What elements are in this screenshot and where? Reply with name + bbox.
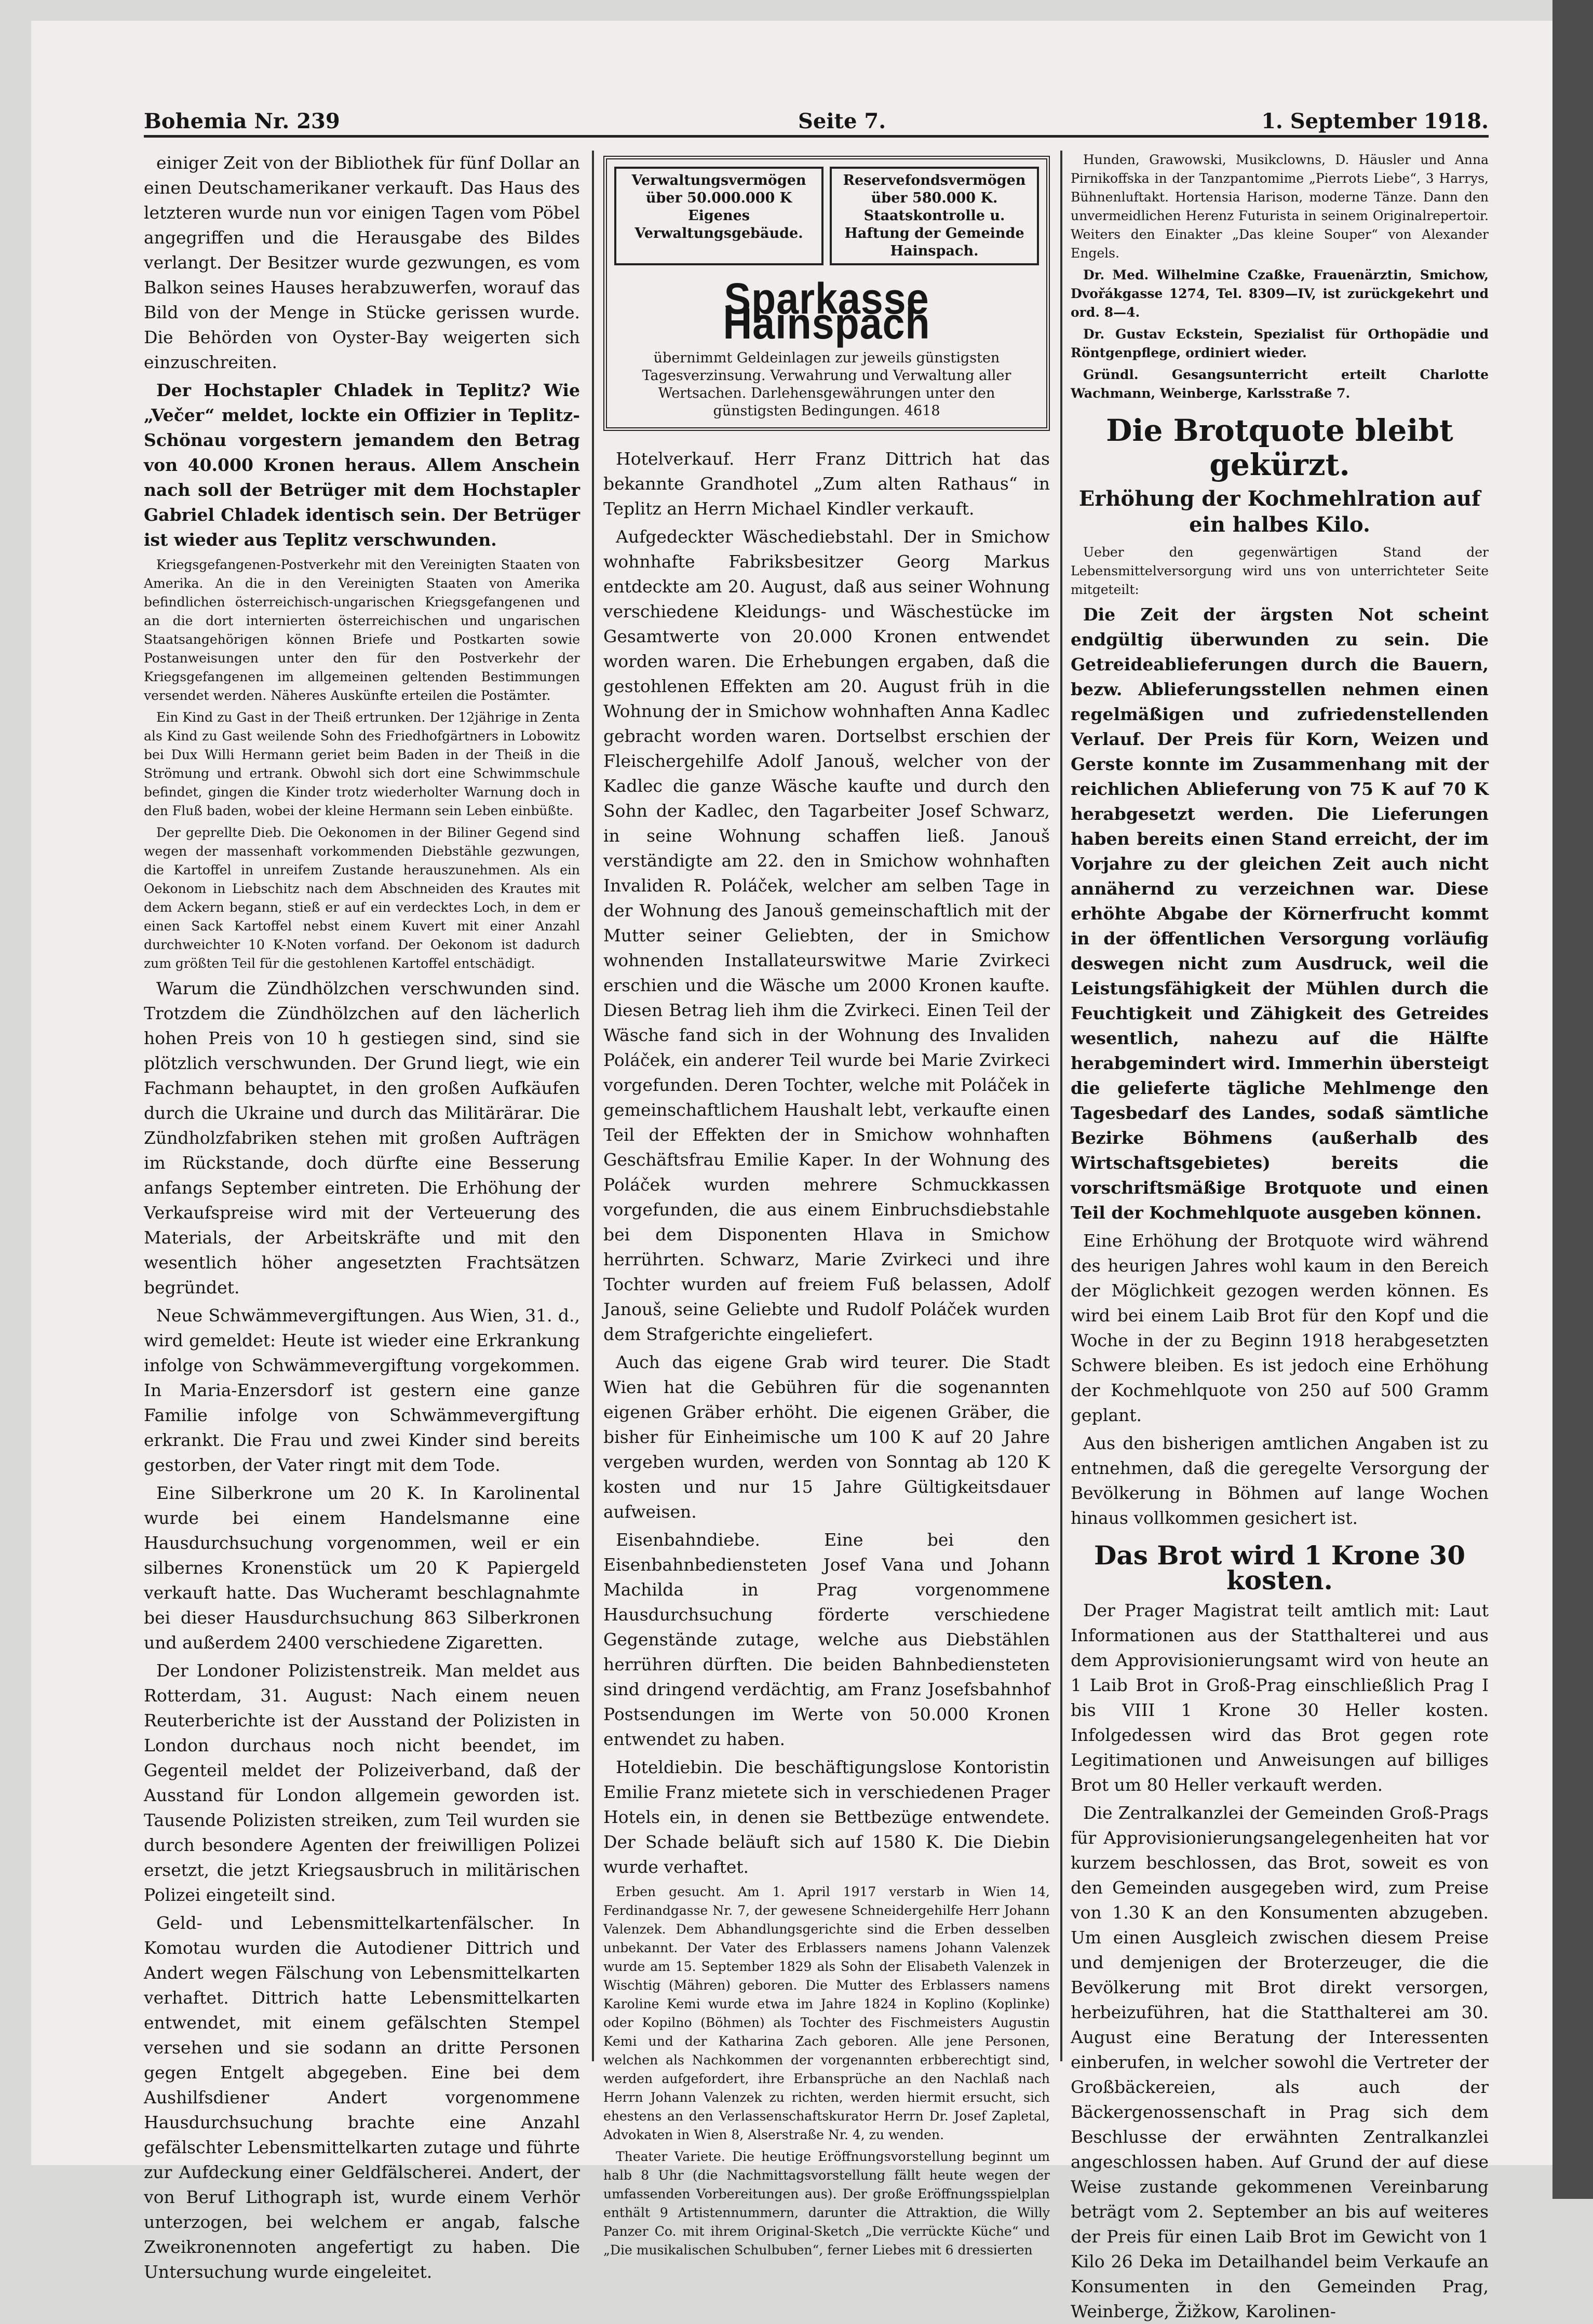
column-2 [603,151,1050,2258]
article-paragraph: Eine Silberkrone um 20 K. In Karolinental wurde bei einem Handelsmanne eine Hausdurchsuchung vorgenommen, weil er ein silbernes Kronenstück um 20 K Papiergeld verkauft hatte. Das Wucheramt beschlagnahmte bei dieser Hausdurchsuchung 863 Silberkronen und außerdem 2400 verschiedene Zigaretten. [144,1483,580,1653]
article-paragraph: Eine Erhöhung der Brotquote wird während des heurigen Jahres wohl kaum in den Bereich der Möglichkeit gezogen werden können. Es wird bei einem Laib Brot für den Kopf und die Woche in der zu Beginn 1918 herabgesetzten Schwere bleiben. Es ist jedoch eine Erhöhung der Kochmehlquote von 250 auf 500 Gramm geplant. [1071,1231,1489,1425]
article-paragraph: Auch das eigene Grab wird teurer. Die Stadt Wien hat die Gebühren für die sogenannten eigenen Gräber erhöht. Die eigenen Gräber, die bisher für Einheimische um 100 K auf 20 Jahre vergeben wurden, werden von Sonntag ab 120 K kosten und nur 15 Jahre Gültigkeitsdauer aufweisen. [603,1352,1050,1522]
article-paragraph: Aus den bisherigen amtlichen Angaben ist zu entnehmen, daß die geregelte Versorgung der Bevölkerung in Böhmen auf lange Wochen hinaus vollkommen gesichert ist. [1071,1433,1489,1528]
notice-paragraph: Dr. Gustav Eckstein, Spezialist für Orthopädie und Röntgenpflege, ordiniert wieder. [1071,327,1489,360]
ad-title: Sparkasse Hainspach [723,274,930,348]
sparkasse-advertisement [603,156,1050,431]
ad-box-right: Reservefondsvermögen über 580.000 K. Staatskontrolle u. Haftung der Gemeinde Hainspach. [830,167,1039,265]
ad-body: übernimmt Geldeinlagen zur jeweils günstigsten Tagesverzinsung. Verwahrung und Verwaltung aller Wertsachen. Darlehensgewährungen unter den günstigsten Bedingungen. [642,350,1011,419]
article-paragraph: Warum die Zündhölzchen verschwunden sind. Trotzdem die Zündhölzchen auf den lächerlich hohen Preis von 10 h gestiegen sind, sind sie plötzlich verschwunden. Der Grund liegt, wie ein Fachmann behauptet, in den großen Aufkäufen durch die Ukraine und durch das Militärärar. Die Zündholzfabriken stehen mit großen Aufträgen im Rückstande, doch dürfte eine Besserung anfangs September eintreten. Die Erhöhung der Verkaufspreise wird mit der Verteuerung des Materials, der Arbeitskräfte und mit den wesentlich höher angesetzten Frachtsätzen begründet. [144,978,580,1298]
article-paragraph: Eisenbahndiebe. Eine bei den Eisenbahnbediensteten Josef Vana und Johann Machilda in Prag vorgenommene Hausdurchsuchung förderte verschiedene Gegenstände zutage, welche aus Diebstählen herrühren dürften. Die beiden Bahnbediensteten sind dringend verdächtig, am Franz Josefsbahnhof Postsendungen im Werte von 50.000 Kronen entwendet zu haben. [603,1530,1050,1749]
ad-box-left: Verwaltungsvermögen über 50.000.000 K Eigenes Verwaltungsgebäude. [614,167,824,265]
article-paragraph: Hunden, Grawowski, Musikclowns, D. Häusler und Anna Pirnikoffska in der Tanzpantomime „Pierrots Liebe“, 3 Harrys, Bühnenluftakt. Hortensia Harison, moderne Tänze. Dann den unvermeidlichen Herenz Futurista in seinem Originalrepertoir. Weiters den Einakter „Das kleine Souper“ von Alexander Engels. [1071,152,1489,261]
headline-brotquote: Die Brotquote bleibt gekürzt. [1106,413,1453,482]
article-paragraph: Der Londoner Polizistenstreik. Man meldet aus Rotterdam, 31. August: Nach einem neuen Reuterberichte ist der Ausstand der Polizisten in London durchaus noch nicht beendet, im Gegenteil meldet der Polizeiverband, daß der Ausstand für London allgemein geworden ist. Tausende Polizisten streiken, zum Teil wurden sie durch besondere Agenten der freiwilligen Polizei ersetzt, die jetzt Kriegsausbruch in militärischen Polizei eingeteilt sind. [144,1660,580,1905]
article-paragraph: Aufgedeckter Wäschediebstahl. Der in Smichow wohnhafte Fabriksbesitzer Georg Markus entdeckte am 20. August, daß aus seiner Wohnung verschiedene Kleidungs- und Wäschestücke im Gesamtwerte von 20.000 Kronen entwendet worden waren. Die Erhebungen ergaben, daß die gestohlenen Effekten am 20. August früh in die Wohnung der in Smichow wohnhaften Anna Kadlec gebracht worden waren. Dortselbst erschien der Fleischergehilfe Adolf Janouš, welcher von der Kadlec die ganze Wäsche kaufte und durch den Sohn der Kadlec, den Tagarbeiter Josef Schwarz, in seine Wohnung schaffen ließ. Janouš verständigte am 22. den in Smichow wohnhaften Invaliden R. Poláček, welcher am selben Tage in der Wohnung des Janouš gemeinschaftlich mit der Mutter seiner Geliebten, der in Smichow wohnenden Installateurswitwe Marie Zvirkeci erschien und die Wäsche um 2000 Kronen kaufte. Diesen Betrag lieh ihm die Zvirkeci. Einen Teil der Wäsche fand sich in der Wohnung des Invaliden Poláček, ein anderer Teil wurde bei Marie Zvirkeci vorgefunden. Deren Tochter, welche mit Poláček in gemeinschaftlichem Haushalt lebt, verkaufte einen Teil der Effekten der in Smichow wohnhaften Geschäftsfrau Emilie Kaper. In der Wohnung des Poláček wurden mehrere Schmuckkassen vorgefunden, die aus einem Einbruchsdiebstahle bei dem Disponenten Hlava in Smichow herrührten. Schwarz, Marie Zvirkeci und ihre Tochter wurden auf freiem Fuß belassen, Adolf Janouš, seine Geliebte und Rudolf Poláček wurden dem Strafgerichte eingeliefert. [603,526,1050,1344]
column-1 [144,151,580,2282]
column-divider [1060,151,1062,2061]
header-date: 1. September 1918. [1261,109,1489,133]
article-paragraph: Neue Schwämmevergiftungen. Aus Wien, 31. d., wird gemeldet: Heute ist wieder eine Erkrankung infolge von Schwämmevergiftung vorgekommen. In Maria-Enzersdorf ist gestern eine ganze Familie infolge von Schwämmevergiftung erkrankt. Die Frau und zwei Kinder sind bereits gestorben, der Vater ringt mit dem Tode. [144,1305,580,1475]
page-header [144,104,1489,138]
article-paragraph: einiger Zeit von der Bibliothek für fünf Dollar an einen Deutschamerikaner verkauft. Das Haus des letzteren wurde nun vor einigen Tagen vom Pöbel angegriffen und die Herausgabe des Bildes verlangt. Der Besitzer wurde gezwungen, es vom Balkon seines Hauses herabzuwerfen, worauf das Bild von der Menge in Stücke gerissen wurde. Die Behörden von Oyster-Bay weigerten sich einzuschreiten. [144,153,580,372]
article-paragraph: Die Zentralkanzlei der Gemeinden Groß-Prags für Approvisionierungsangelegenheiten hat vor kurzem beschlossen, das Brot, soweit es von den Gemeinden ausgegeben wird, zum Preise von 1.30 K an den Konsumenten abzugeben. Um einen Ausgleich zwischen diesem Preise und demjenigen der Broterzeuger, die die Bevölkerung mit Brot direkt versorgen, herbeizuführen, hat die Statthalterei am 30. August eine Beratung der Interessenten einberufen, in welcher sowohl die Vertreter der Großbäckereien, als auch der Bäckergenossenschaft in Prag sich dem Beschlusse der erwähnten Zentralkanzlei angeschlossen haben. Auf Grund der auf diese Weise zustande gekommenen Vereinbarung beträgt vom 2. September an bis auf weiteres der Preis für einen Laib Brot im Gewicht von 1 Kilo 26 Deka im Detailhandel beim Verkaufe an Konsumenten in den Gemeinden Prag, Weinberge, Žižkow, Karolinen- [1071,1803,1489,2321]
headline-brotpreis: Das Brot wird 1 Krone 30 kosten. [1094,1540,1465,1596]
article-intro: Ueber den gegenwärtigen Stand der Lebensmittelversorgung wird uns von unterrichteter Seite mitgeteilt: [1071,545,1489,597]
column-3 [1071,151,1489,2321]
article-paragraph: Theater Variete. Die heutige Eröffnungsvorstellung beginnt um halb 8 Uhr (die Nachmittagsvorstellung fällt heute wegen der umfassenden Vorbereitungen aus). Der große Eröffnungsspielplan enthält 9 Artistennummern, darunter die Attraktion, die Willy Panzer Co. mit ihrem Original-Sketch „Die verrückte Küche“ und „Die musikalischen Schulbuben“, ferner Liebes mit 6 dressierten [603,2149,1050,2258]
scan-border [1553,0,1593,2199]
notice-paragraph: Gründl. Gesangsunterricht erteilt Charlotte Wachmann, Weinberge, Karlsstraße 7. [1071,367,1489,401]
column-divider [592,151,594,2061]
article-paragraph: Der Prager Magistrat teilt amtlich mit: Laut Informationen aus der Statthalterei und aus dem Approvisionierungsamt wird von heute an 1 Laib Brot in Groß-Prag einschließlich Prag I bis VIII 1 Krone 30 Heller kosten. Infolgedessen wird das Brot gegen rote Legitimationen und Anweisungen auf billiges Brot um 80 Heller verkauft werden. [1071,1600,1489,1795]
article-paragraph: Der geprellte Dieb. Die Oekonomen in der Biliner Gegend sind wegen der massenhaft vorkommenden Diebstähle gezwungen, die Kartoffel in unreifem Zustande herauszunehmen. Als ein Oekonom in Liebschitz nach dem Abschneiden des Krautes mit dem Ackern begann, stieß er auf ein verdecktes Loch, in dem er einen Sack Kartoffel nebst einem Kuvert mit einer Anzahl durchweichter 10 K-Noten vorfand. Der Oekonom ist dadurch zum größten Teil für die gestohlenen Kartoffel entschädigt. [144,825,580,971]
article-paragraph: Hotelverkauf. Herr Franz Dittrich hat das bekannte Grandhotel „Zum alten Rathaus“ in Teplitz an Herrn Michael Kindler verkauft. [603,449,1050,519]
article-paragraph: Ein Kind zu Gast in der Theiß ertrunken. Der 12jährige in Zenta als Kind zu Gast weilende Sohn des Friedhofgärtners in Lobowitz bei Dux Willi Hermann geriet beim Baden in der Theiß in die Strömung und ertrank. Obwohl sich dort eine Schwimmschule befindet, gingen die Kinder trotz wiederholter Warnung doch in den Fluß baden, wobei der kleine Hermann sein Leben einbüßte. [144,710,580,818]
subheadline-kochmehl: Erhöhung der Kochmehlration auf ein halbes Kilo. [1078,487,1481,537]
header-page-number: Seite 7. [798,109,886,133]
article-paragraph: Erben gesucht. Am 1. April 1917 verstarb in Wien 14, Ferdinandgasse Nr. 7, der gewesene Schneidergehilfe Herr Johann Valenzek. Dem Abhandlungsgerichte sind die Erben desselben unbekannt. Der Vater des Erblassers namens Johann Valenzek wurde am 15. September 1829 als Sohn der Elisabeth Valenzek in Wischtig (Mähren) geboren. Die Mutter des Erblassers namens Karoline Kemi wurde etwa im Jahre 1824 in Koplino (Koplinke) oder Kopilno (Böhmen) als Tochter des Fischmeisters Augustin Kemi und der Katharina Zach geboren. Alle jene Personen, welchen als Nachkommen der vorgenannten erbberechtigt sind, werden aufgefordert, ihre Erbansprüche an den Nachlaß nach Herrn Johann Valenzek zu richten, werden hiermit ersucht, sich ehestens an den Verlassenschaftskurator Herrn Dr. Josef Zapletal, Advokaten in Wien 8, Alserstraße Nr. 4, zu wenden. [603,1884,1050,2142]
article-paragraph: Kriegsgefangenen-Postverkehr mit den Vereinigten Staaten von Amerika. An die in den Vereinigten Staaten von Amerika befindlichen österreichisch-ungarischen Kriegsgefangenen und an die dort internierten österreichischen und ungarischen Staatsangehörigen können Briefe und Postkarten sowie Postanweisungen unter den für den Postverkehr der Kriegsgefangenen im allgemeinen geltenden Bestimmungen versendet werden. Näheres Auskünfte erteilen die Postämter. [144,557,580,703]
article-paragraph: Der Hochstapler Chladek in Teplitz? Wie „Večer“ meldet, lockte ein Offizier in Teplitz-Schönau vorgestern jemandem den Betrag von 40.000 Kronen heraus. Allem Anschein nach soll der Betrüger mit dem Hochstapler Gabriel Chladek identisch sein. Der Betrüger ist wieder aus Teplitz verschwunden. [144,380,580,550]
ad-text [614,349,1039,420]
ad-code: 4618 [904,403,940,419]
article-paragraph: Hoteldiebin. Die beschäftigungslose Kontoristin Emilie Franz mietete sich in verschiedenen Prager Hotels ein, in denen sie Bettbezüge entwendete. Der Schade beläuft sich auf 1580 K. Die Diebin wurde verhaftet. [603,1757,1050,1877]
article-paragraph: Geld- und Lebensmittelkartenfälscher. In Komotau wurden die Autodiener Dittrich und Andert wegen Fälschung von Lebensmittelkarten verhaftet. Dittrich hatte Lebensmittelkarten entwendet, mit einem gefälschten Stempel versehen und sie sodann an dritte Personen gegen Entgelt abgegeben. Eine bei dem Aushilfsdiener Andert vorgenommene Hausdurchsuchung brachte eine Anzahl gefälschter Lebensmittelkarten zutage und führte zur Aufdeckung einer Geldfälscherei. Andert, der von Beruf Lithograph ist, wurde einem Verhör unterzogen, bei welchem er angab, falsche Zweikronennoten angefertigt zu haben. Die Untersuchung wurde eingeleitet. [144,1913,580,2282]
notice-paragraph: Dr. Med. Wilhelmine Czaßke, Frauenärztin, Smichow, Dvořákgasse 1274, Tel. 8309—IV, ist zurückgekehrt und ord. 8—4. [1071,267,1489,320]
header-masthead: Bohemia Nr. 239 [144,109,340,133]
article-paragraph: Die Zeit der ärgsten Not scheint endgültig überwunden zu sein. Die Getreideablieferungen durch die Bauern, bezw. Ablieferungsstellen nehmen einen regelmäßigen und zufriedenstellenden Verlauf. Der Preis für Korn, Weizen und Gerste konnte im Zusammenhang mit der reichlichen Ablieferung von 75 K auf 70 K herabgesetzt werden. Die Lieferungen haben bereits einen Stand erreicht, der im Vorjahre zu der gleichen Zeit auch nicht annähernd zu verzeichnen war. Diese erhöhte Abgabe der Körnerfrucht kommt in der öffentlichen Versorgung vorläufig deswegen nicht zum Ausdruck, weil die Leistungsfähigkeit der Mühlen durch die Feuchtigkeit und Zähigkeit des Getreides wesentlich, nahezu auf die Hälfte herabgemindert wird. Immerhin übersteigt die gelieferte tägliche Mehlmenge den Tagesbedarf des Landes, sodaß sämtliche Bezirke Böhmens (außerhalb des Wirtschaftsgebietes) bereits die vorschriftsmäßige Brotquote und einen Teil der Kochmehlquote ausgeben können. [1071,604,1489,1223]
